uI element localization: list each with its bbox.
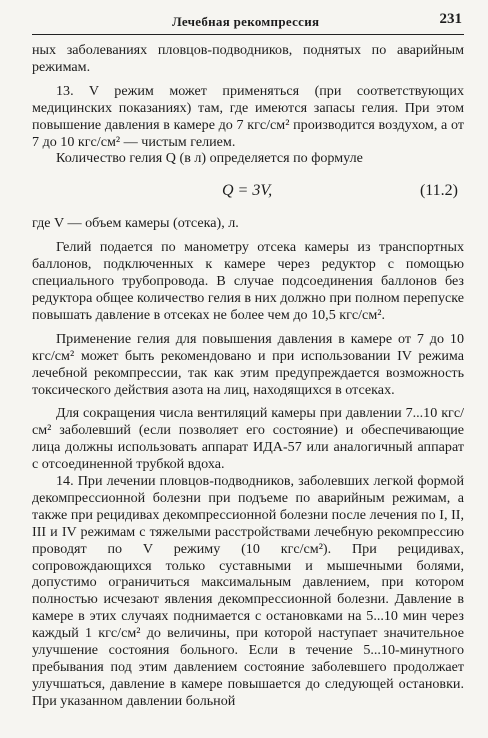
paragraph: Для сокращения числа вентиляций камеры при давлении 7...10 кгс/см² заболевший (если позволяет его состояние) и обеспечивающие лица должны использовать аппарат ИДА-57 или аналогичный аппарат с отсоединенной трубкой вдоха. xyxy=(32,405,464,473)
formula xyxy=(32,177,464,207)
paragraph: 13. V режим может применяться (при соответствующих медицинских показаниях) там, где имеются запасы гелия. При этом повышение давления в камере до 7 кгс/см² производится воздухом, а от 7 до 10 кгс/см² — чистым гелием. xyxy=(32,82,464,150)
formula-expression: Q = 3V, xyxy=(222,182,273,200)
paragraph: ных заболеваниях пловцов-подводников, поднятых по аварийным режимам. xyxy=(32,42,464,75)
paragraph: Применение гелия для повышения давления в камере от 7 до 10 кгс/см² может быть рекомендовано и при использовании IV режима лечебной рекомпрессии, так как этим предупреждается возможность токсического действия азота на лиц, находящихся в отсеках. xyxy=(32,330,464,398)
running-title: Лечебная рекомпрессия xyxy=(172,14,320,29)
running-header xyxy=(32,10,464,35)
paragraph: Количество гелия Q (в л) определяется по формуле xyxy=(56,150,363,167)
paragraph: 14. При лечении пловцов-подводников, заболевших легкой формой декомпрессионной болезни при подъеме по аварийным режимам, а также при рецидивах декомпрессионной болезни после лечения по I, II, III и IV режимам с тяжелыми расстройствами лечебную рекомпрессию проводят по V режиму (10 кгс/см²). При рецидивах, сопровождающихся только суставными и мышечными болями, допустимо ограничиться максимальным давлением, при котором полностью исчезают явления декомпрессионной болезни. Давление в камере в этих случаях поднимается с остановками на 5...10 мин через каждый 1 кгс/см² до величины, при которой наступает значительное улучшение состояния больного. Если в течение 5...10-минутного пребывания под этим давлением состояние заболевшего продолжает улучшаться, давление в камере повышается до следующей остановки. При указанном давлении больной xyxy=(32,473,464,709)
paragraph: Гелий подается по манометру отсека камеры из транспортных баллонов, подключенных к камере через редуктор с помощью специального трубопровода. В случае подсоединения баллонов без редуктора общее количество гелия в них должно при полном перепуске повышать давление в отсеках не более чем до 10,5 кгс/см². xyxy=(32,239,464,323)
page-body xyxy=(32,42,464,710)
page-number: 231 xyxy=(439,11,462,27)
formula-number: (11.2) xyxy=(419,182,458,200)
paragraph: где V — объем камеры (отсека), л. xyxy=(32,215,239,232)
